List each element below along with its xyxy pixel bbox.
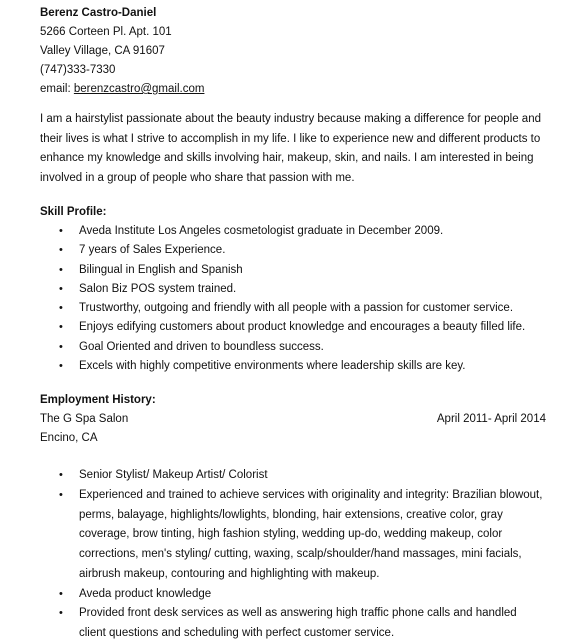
contact-phone: (747)333-7330 (40, 64, 116, 76)
skill-item: • Goal Oriented and driven to boundless success. (40, 338, 546, 357)
skill-item: • Enjoys edifying customers about product knowledge and encourages a beauty filled life. (40, 318, 546, 337)
skill-item: • Trustworthy, outgoing and friendly with all people with a passion for customer service. (40, 299, 546, 318)
job-location: Encino, CA (40, 432, 98, 445)
job-dates: April 2011- April 2014 (436, 413, 546, 426)
duty-item: • Experienced and trained to achieve services with originality and integrity: Brazilian blowout, perms, balayage, highlights/lowlights, blonding, hair extensions, creative color, gray coverage, brow tinting, high fashion styling, wedding up-do, wedding makeup, color corrections, men's styling/ cutting, waxing, scalp/shoulder/hand massages, mini facials, airbrush makeup, contouring and highlighting with makeup. (40, 486, 546, 585)
job-company: The G Spa Salon (40, 413, 129, 426)
skill-item: • 7 years of Sales Experience. (40, 241, 546, 260)
job-header (40, 410, 546, 429)
contact-email-row (40, 80, 546, 99)
duties-list (40, 466, 546, 643)
summary-paragraph: I am a hairstylist passionate about the beauty industry because making a difference for people and their lives is what I strive to accomplish in my life. I like to experience new and different products to enhance my knowledge and skills involving hair, makeup, skin, and nails. I am interested in being involved in a group of people who share that passion with me. (40, 113, 541, 184)
email-label: email: (40, 83, 74, 95)
skill-item: • Salon Biz POS system trained. (40, 280, 546, 299)
skill-item: • Excels with highly competitive environments where leadership skills are key. (40, 357, 546, 376)
duty-item: • Aveda product knowledge (40, 585, 546, 605)
skill-profile-heading: Skill Profile: (40, 206, 107, 218)
duty-item: • Provided front desk services as well as answering high traffic phone calls and handled client questions and scheduling with perfect customer service. (40, 604, 546, 643)
employment-history-heading: Employment History: (40, 394, 156, 407)
contact-address-line1: 5266 Corteen Pl. Apt. 101 (40, 26, 172, 38)
contact-name: Berenz Castro-Daniel (40, 7, 157, 19)
email-link[interactable]: berenzcastro@gmail.com (73, 83, 205, 95)
skills-list (40, 222, 546, 376)
duty-item: • Senior Stylist/ Makeup Artist/ Colorist (40, 466, 546, 486)
skill-item: • Bilingual in English and Spanish (40, 261, 546, 280)
resume-page (40, 4, 546, 644)
skill-item: • Aveda Institute Los Angeles cosmetologist graduate in December 2009. (40, 222, 546, 241)
contact-address-line2: Valley Village, CA 91607 (40, 45, 165, 57)
